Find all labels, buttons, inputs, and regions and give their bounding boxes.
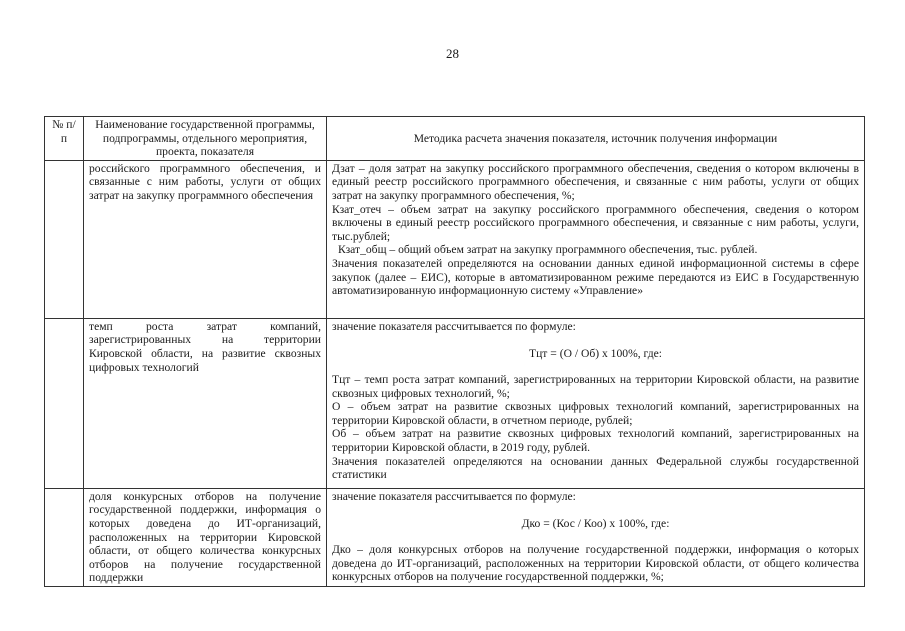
indicator-name: российского программного обеспечения, и связанные с ним работы, услуги от общих затрат на закупку программного обеспечения bbox=[84, 160, 327, 318]
table-header-row bbox=[45, 117, 865, 161]
table-row bbox=[45, 488, 865, 586]
indicator-name: доля конкурсных отборов на получение государственной поддержки, информация о которых доведена до ИТ-организаций, расположенных на территории Кировской области, от общего количества конкурсных отборов на получение государственной поддержки bbox=[84, 488, 327, 586]
formula: Тцт = (О / Об) х 100%, где: bbox=[529, 347, 662, 361]
page-number: 28 bbox=[446, 46, 459, 61]
method-paragraph: Значения показателей определяются на основании данных единой информационной системы в сфере закупок (далее – ЕИС), которые в автоматизированном режиме передаются из ЕИС в Государственную автоматизированную информационную систему «Управление» bbox=[332, 256, 859, 298]
method-paragraph: Дзат – доля затрат на закупку российского программного обеспечения, сведения о котором включены в единый реестр российского программного обеспечения, и связанные с ним работы, услуги от общих затрат на закупку программного обеспечения, %; bbox=[332, 161, 859, 202]
method-cell bbox=[327, 488, 865, 586]
method-cell bbox=[327, 160, 865, 318]
method-paragraph: Дко – доля конкурсных отборов на получение государственной поддержки, информация о которых доведена до ИТ-организаций, расположенных на территории Кировской области, от общего количества конкурсных отборов на получение государственной поддержки, %; bbox=[332, 542, 859, 584]
row-num bbox=[45, 488, 84, 586]
formula: Дко = (Кос / Коо) х 100%, где: bbox=[521, 517, 670, 531]
indicator-name: темп роста затрат компаний, зарегистрированных на территории Кировской области, на развитие сквозных цифровых технологий bbox=[84, 318, 327, 488]
method-cell bbox=[327, 318, 865, 488]
method-paragraph: Кзат_отеч – объем затрат на закупку российского программного обеспечения, сведения о котором включены в единый реестр российского программного обеспечения, и связанные с ним работы, услуги, тыс.рублей; bbox=[332, 202, 859, 243]
row-num bbox=[45, 160, 84, 318]
header-num: № п/п bbox=[45, 117, 84, 161]
methodology-table bbox=[44, 116, 865, 587]
table-row bbox=[45, 318, 865, 488]
method-paragraph: Кзат_общ – общий объем затрат на закупку программного обеспечения, тыс. рублей. bbox=[338, 243, 758, 257]
method-paragraph: Значения показателей определяются на основании данных Федеральной службы государственной статистики bbox=[332, 454, 859, 482]
method-paragraph: Тцт – темп роста затрат компаний, зарегистрированных на территории Кировской области, на развитие сквозных цифровых технологий, %; bbox=[332, 372, 859, 400]
header-method: Методика расчета значения показателя, источник получения информации bbox=[327, 117, 865, 161]
method-intro: значение показателя рассчитывается по формуле: bbox=[332, 489, 576, 503]
method-paragraph: Об – объем затрат на развитие сквозных цифровых технологий компаний, зарегистрированных на территории Кировской области, в 2019 году, рублей. bbox=[332, 427, 859, 454]
method-paragraph: О – объем затрат на развитие сквозных цифровых технологий компаний, зарегистрированных на территории Кировской области, в отчетном периоде, рублей; bbox=[332, 400, 859, 427]
method-intro: значение показателя рассчитывается по формуле: bbox=[332, 319, 576, 333]
header-name: Наименование государственной программы, подпрограммы, отдельного мероприятия, проекта, показателя bbox=[84, 117, 327, 161]
table-row bbox=[45, 160, 865, 318]
row-num bbox=[45, 318, 84, 488]
